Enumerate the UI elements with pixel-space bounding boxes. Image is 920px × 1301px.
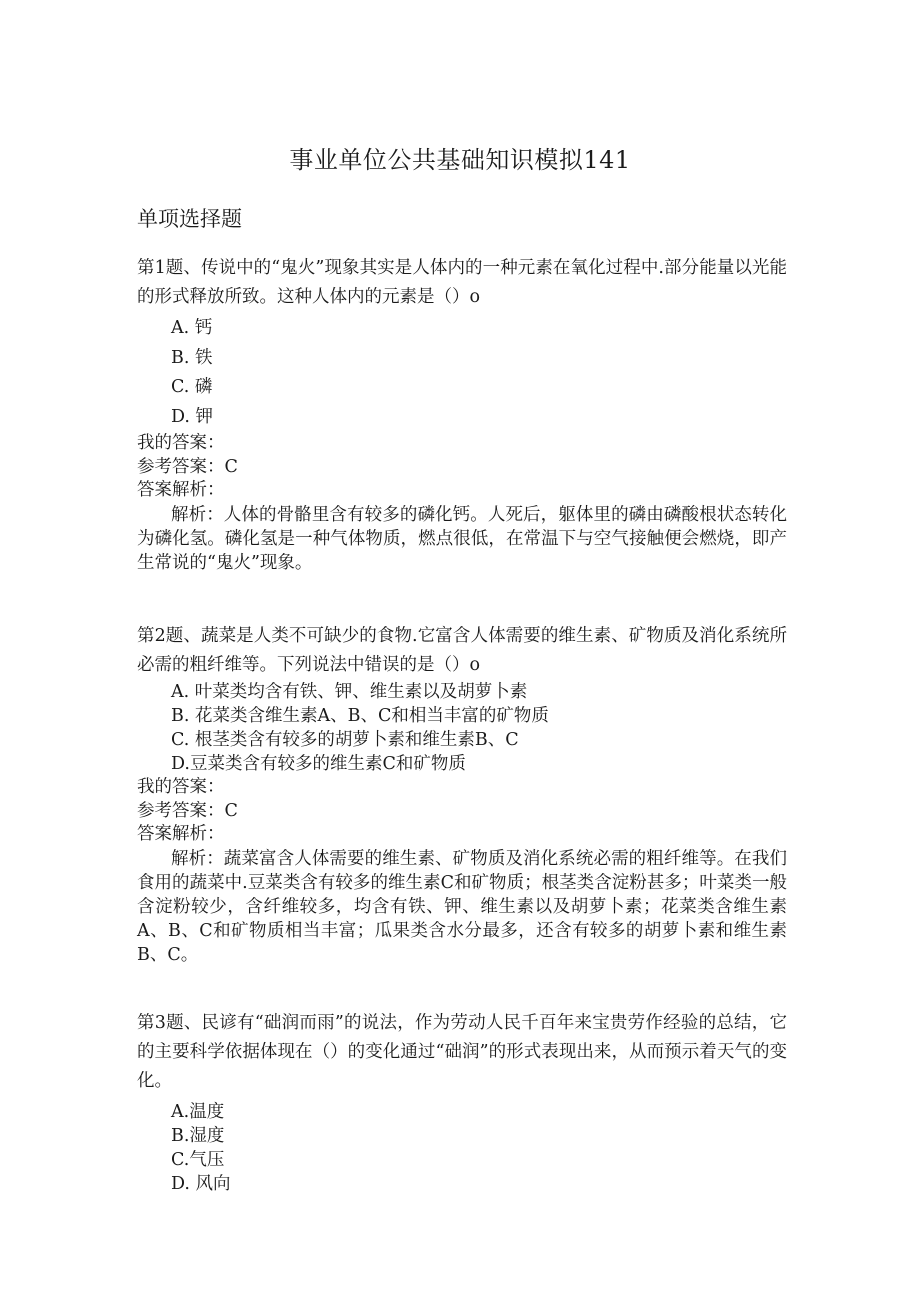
option-c: C. 磷 bbox=[171, 377, 213, 397]
document-title: 事业单位公共基础知识模拟141 bbox=[289, 146, 631, 174]
option-c: C.气压 bbox=[171, 1150, 225, 1170]
option-d: D. 钾 bbox=[171, 406, 214, 427]
my-answer-label: 我的答案： bbox=[137, 433, 225, 453]
explanation-text: 解析：人体的骨骼里含有较多的磷化钙。人死后，躯体里的磷由磷酸根状态转化为磷化氢。磷化氢是一种气体物质，燃点很低，在常温下与空气接触便会燃烧，即产生常说的“鬼火”现象。 bbox=[137, 504, 787, 573]
analysis-label: 答案解析： bbox=[137, 480, 225, 500]
option-b: B.湿度 bbox=[171, 1126, 225, 1146]
option-a: A. 钙 bbox=[171, 318, 213, 338]
question-stem: 第1题、传说中的“鬼火”现象其实是人体内的一种元素在氧化过程中.部分能量以光能的形式释放所致。这种人体内的元素是（）o bbox=[137, 258, 787, 307]
question-1 bbox=[137, 254, 787, 575]
option-d: D. 风向 bbox=[171, 1174, 231, 1194]
option-a: A. 叶菜类均含有铁、钾、维生素以及胡萝卜素 bbox=[171, 682, 528, 702]
option-d: D.豆菜类含有较多的维生素C和矿物质 bbox=[171, 754, 466, 774]
option-b: B. 花菜类含维生素A、B、C和相当丰富的矿物质 bbox=[171, 706, 549, 726]
my-answer-label: 我的答案： bbox=[137, 777, 225, 797]
question-stem: 第2题、蔬菜是人类不可缺少的食物.它富含人体需要的维生素、矿物质及消化系统所必需的粗纤维等。下列说法中错误的是（）o bbox=[137, 626, 787, 675]
question-2 bbox=[137, 622, 787, 967]
question-3 bbox=[137, 1009, 787, 1196]
section-title: 单项选择题 bbox=[137, 207, 242, 231]
explanation-text: 解析：蔬菜富含人体需要的维生素、矿物质及消化系统必需的粗纤维等。在我们食用的蔬菜中.豆菜类含有较多的维生素C和矿物质；根茎类含淀粉甚多；叶菜类一般含淀粉较少，含纤维较多，均含有铁、钾、维生素以及胡萝卜素；花菜类含维生素A、B、C和矿物质相当丰富；瓜果类含水分最多，还含有较多的胡萝卜素和维生素B、C。 bbox=[137, 848, 787, 965]
option-c: C. 根茎类含有较多的胡萝卜素和维生素B、C bbox=[171, 730, 519, 750]
analysis-label: 答案解析： bbox=[137, 824, 225, 844]
option-a: A.温度 bbox=[171, 1102, 225, 1122]
options-list bbox=[137, 1100, 787, 1196]
option-b: B. 铁 bbox=[171, 347, 213, 368]
options-list bbox=[137, 314, 787, 432]
options-list bbox=[137, 680, 787, 776]
question-stem: 第3题、民谚有“础润而雨”的说法，作为劳动人民千百年来宝贵劳作经验的总结，它的主要科学依据体现在（）的变化通过“础润”的形式表现出来，从而预示着天气的变化。 bbox=[137, 1013, 787, 1091]
reference-answer: 参考答案：C bbox=[137, 456, 238, 477]
reference-answer: 参考答案：C bbox=[137, 800, 238, 821]
